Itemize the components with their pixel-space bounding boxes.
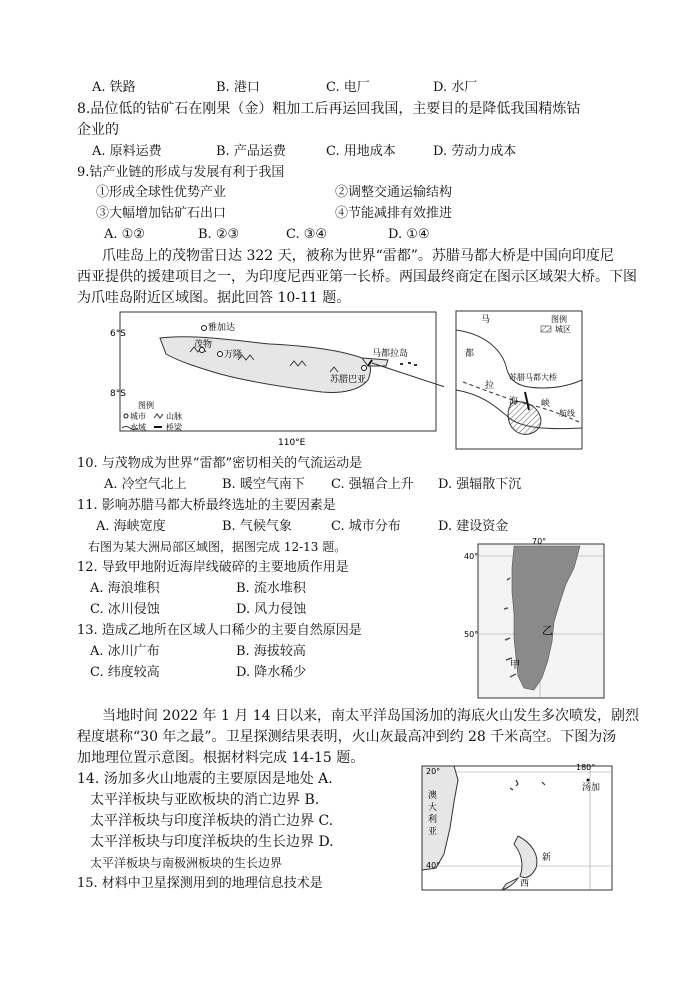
passage2: 右图为某大洲局部区域图，据图完成 12-13 题。 — [88, 540, 347, 554]
q8-option-a: A. 原料运费 — [92, 144, 162, 159]
java-legend-title: 图例 — [138, 401, 154, 410]
tonga-label-aus-3: 利 — [428, 815, 438, 825]
sa-label-jia: 甲 — [510, 660, 520, 671]
tonga-label-lat20: 20° — [426, 767, 441, 776]
q14-line3: 太平洋板块与印度洋板块的消亡边界 C. — [90, 813, 334, 829]
java-label-surabaya: 苏腊巴亚 — [330, 375, 367, 385]
q10-option-c: C. 强辐合上升 — [331, 477, 414, 492]
q14-line2: 太平洋板块与亚欧板块的消亡边界 B. — [90, 792, 320, 808]
south-america-map — [462, 538, 606, 704]
q8-stem-line2: 企业的 — [77, 122, 119, 138]
q9-statement-4: ④节能减排有效推进 — [335, 206, 453, 221]
q8-option-d: D. 劳动力成本 — [433, 144, 517, 159]
q7-option-b: B. 港口 — [216, 80, 260, 95]
q13-option-b: B. 海拔较高 — [236, 644, 306, 659]
q11-option-a: A. 海峡宽度 — [96, 519, 166, 534]
q13-option-c: C. 纬度较高 — [90, 665, 160, 680]
q9-statement-3: ③大幅增加钴矿石出口 — [96, 206, 227, 221]
tonga-label-nz-2: 西 — [520, 879, 530, 889]
q7-option-c: C. 电厂 — [326, 80, 370, 95]
q9-statement-2: ②调整交通运输结构 — [335, 185, 453, 200]
tonga-map — [414, 758, 614, 892]
inset-label-bridge: 苏腊马都大桥 — [509, 373, 557, 382]
java-lat-bottom: 8°S — [110, 389, 126, 399]
sa-label-lat50: 50° — [464, 630, 479, 639]
java-legend-mountain: 山脉 — [166, 412, 182, 421]
q9-statement-1: ①形成全球性优势产业 — [96, 185, 227, 200]
q8-stem-line1: 8.品位低的钴矿石在刚果（金）粗加工后再运回我国，主要目的是降低我国精炼钴 — [77, 101, 581, 117]
inset-label-du: 都 — [465, 349, 475, 359]
q7-option-a: A. 铁路 — [92, 80, 136, 95]
q10-option-b: B. 暖空气南下 — [222, 477, 305, 492]
passage3-line3: 加地理位置示意图。根据材料完成 14-15 题。 — [77, 750, 365, 766]
q14-line1: 14. 汤加多火山地震的主要原因是地处 A. — [77, 771, 333, 787]
q9-stem: 9.钴产业链的形成与发展有利于我国 — [77, 165, 285, 180]
passage1-line2: 西亚提供的援建项目之一，为印度尼西亚第一长桥。两国最终商定在图示区域架大桥。下图 — [77, 269, 637, 285]
java-legend-water: 水域 — [130, 423, 146, 432]
q9-option-b: B. ②③ — [198, 227, 240, 242]
q14-line4: 太平洋板块与印度洋板块的生长边界 D. — [90, 834, 334, 850]
q8-option-c: C. 用地成本 — [326, 144, 396, 159]
q12-option-a: A. 海浪堆积 — [90, 581, 160, 596]
q10-option-d: D. 强辐散下沉 — [438, 477, 522, 492]
q12-option-c: C. 冰川侵蚀 — [90, 602, 160, 617]
q9-option-d: D. ①④ — [388, 227, 430, 242]
java-lat-top: 6°S — [110, 329, 126, 339]
q9-option-c: C. ③④ — [286, 227, 328, 242]
inset-label-ma: 马 — [481, 315, 491, 325]
inset-label-hai: 海 — [509, 397, 519, 407]
inset-label-route: 航线 — [559, 409, 575, 418]
inset-label-la: 拉 — [485, 381, 495, 391]
sa-label-lat40: 40° — [464, 552, 479, 561]
tonga-label-aus-4: 亚 — [428, 827, 438, 837]
q12-stem: 12. 导致甲地附近海岸线破碎的主要地质作用是 — [77, 560, 349, 575]
tonga-label-aus-2: 大 — [428, 803, 438, 813]
q7-option-d: D. 水厂 — [433, 80, 478, 95]
q11-option-c: C. 城市分布 — [331, 519, 401, 534]
java-legend-bridge: 桥梁 — [166, 423, 182, 432]
q13-option-a: A. 冰川广布 — [90, 644, 160, 659]
java-lon: 110°E — [278, 438, 306, 448]
inset-label-xia: 峡 — [541, 399, 551, 409]
passage1-line3: 为爪哇岛附近区域图。据此回答 10-11 题。 — [77, 290, 351, 306]
q10-option-a: A. 冷空气北上 — [104, 477, 187, 492]
q12-option-d: D. 风力侵蚀 — [236, 602, 307, 617]
q11-option-b: B. 气候气象 — [222, 519, 292, 534]
java-label-madura: 马都拉岛 — [372, 349, 409, 359]
tonga-label-tonga: 汤加 — [582, 783, 601, 793]
tonga-label-nz-1: 新 — [542, 853, 552, 863]
q13-option-d: D. 降水稀少 — [236, 665, 307, 680]
java-label-jakarta: 雅加达 — [208, 323, 236, 333]
q11-option-d: D. 建设资金 — [438, 519, 509, 534]
tonga-label-aus-1: 澳 — [428, 791, 438, 801]
tonga-label-lat40: 40° — [426, 861, 441, 870]
java-label-bogor: 茂物 — [194, 340, 213, 350]
q15-stem: 15. 材料中卫星探测用到的地理信息技术是 — [77, 876, 323, 891]
q10-stem: 10. 与茂物成为世界“雷都”密切相关的气流运动是 — [77, 456, 363, 471]
q14-line5: 太平洋板块与南极洲板块的生长边界 — [90, 856, 283, 870]
java-legend-city: 城市 — [130, 412, 146, 421]
passage3-line1: 当地时间 2022 年 1 月 14 日以来，南太平洋岛国汤加的海底火山发生多次喷发，剧烈 — [102, 708, 640, 724]
q11-stem: 11. 影响苏腊马都大桥最终选址的主要因素是 — [77, 498, 336, 513]
sa-label-yi: 乙 — [542, 624, 553, 637]
inset-legend-title: 图例 — [551, 315, 567, 324]
tonga-label-lon180: 180° — [576, 763, 596, 772]
java-label-wanlong: 万隆 — [224, 350, 243, 360]
passage1-line1: 爪哇岛上的茂物雷日达 322 天，被称为世界“雷都”。苏腊马都大桥是中国向印度尼 — [102, 248, 614, 264]
bridge-inset-map — [455, 310, 583, 450]
sa-label-lon: 70° — [532, 538, 547, 546]
inset-legend-city: 城区 — [555, 325, 571, 334]
q12-option-b: B. 流水堆积 — [236, 581, 306, 596]
java-map — [110, 310, 444, 450]
passage3-line2: 程度堪称“30 年之最”。卫星探测结果表明，火山灰最高冲到约 28 千米高空。下图为汤 — [77, 729, 617, 745]
q8-option-b: B. 产品运费 — [216, 144, 286, 159]
q9-option-a: A. ①② — [104, 227, 145, 242]
q13-stem: 13. 造成乙地所在区域人口稀少的主要自然原因是 — [77, 623, 362, 638]
